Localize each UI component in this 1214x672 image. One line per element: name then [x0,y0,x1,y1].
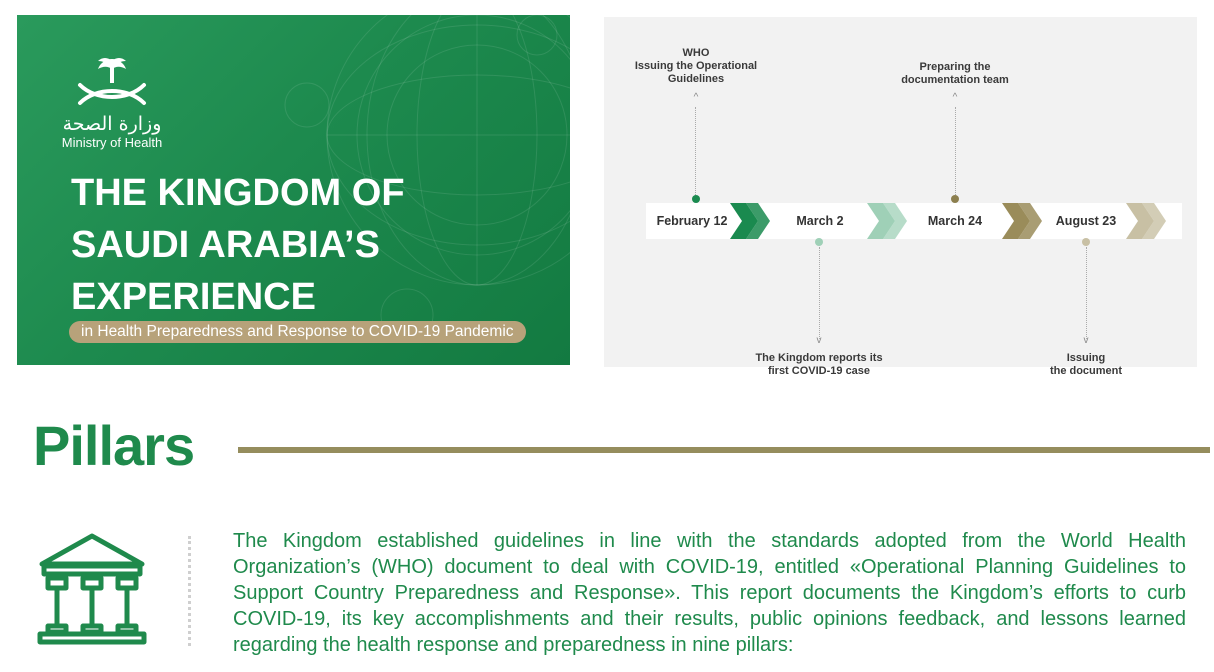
pillars-heading: Pillars [33,414,195,477]
label-line: Issuing [1066,352,1106,364]
timeline-date: August 23 [1055,214,1117,228]
chevron-down-icon: v [1083,335,1089,346]
chevron-up-icon: ^ [693,92,699,103]
cover-title [71,167,551,323]
label-line: The Kingdom reports its [755,352,883,364]
label-line: WHO [682,47,710,59]
label-line: first COVID-19 case [767,365,871,377]
chevron-right-icon [867,203,911,239]
timeline-event-label [870,61,1040,87]
chevron-right-icon [1002,203,1046,239]
chevron-down-icon: v [816,335,822,346]
timeline-connector [1086,247,1087,339]
timeline-connector [695,107,696,195]
covid-timeline [604,17,1197,377]
label-line: documentation team [901,74,1009,86]
timeline-dot [692,195,700,203]
chevron-up-icon: ^ [952,92,958,103]
cover-title-line: SAUDI ARABIA’S [71,224,380,266]
label-line: Issuing the Operational [634,60,758,72]
timeline-event-label [734,352,904,378]
cover-subtitle: in Health Preparedness and Response to COVID-19 Pandemic [69,321,526,343]
label-line: the document [1049,365,1123,377]
timeline-date: March 24 [927,214,983,228]
label-line: Preparing the [919,61,991,73]
heading-rule [238,447,1210,453]
pillars-paragraph: The Kingdom established guidelines in line with the standards adopted from the World Health Organization’s (WHO) document to deal with COVID-19, entitled «Operational Planning Guidelines to Support Country Preparedness and Response». This report documents the Kingdom’s efforts to curb COVID-19, its key accomplishments and their results, public opinions feedback, and lessons learned regarding the health response and preparedness in nine pillars: [233,530,1186,656]
section-divider [188,536,191,646]
government-building-icon [34,530,150,646]
timeline-dot [951,195,959,203]
logo-english-text: Ministry of Health [61,135,163,150]
chevron-right-icon [1126,203,1170,239]
timeline-event-label [1001,352,1171,378]
cover-title-line: THE KINGDOM OF [71,172,405,214]
chevron-right-icon [730,203,774,239]
timeline-date: March 2 [796,214,844,228]
cover-title-line: EXPERIENCE [71,276,316,318]
timeline-event-label [611,47,781,86]
palm-and-swords-icon [70,55,154,109]
timeline-connector [819,247,820,339]
timeline-dot [815,238,823,246]
timeline-date: February 12 [656,214,728,228]
logo-arabic-text: وزارة الصحة [62,113,162,135]
report-cover [17,15,570,365]
timeline-connector [955,107,956,195]
ministry-of-health-logo [57,55,167,151]
timeline-dot [1082,238,1090,246]
label-line: Guidelines [667,73,725,85]
